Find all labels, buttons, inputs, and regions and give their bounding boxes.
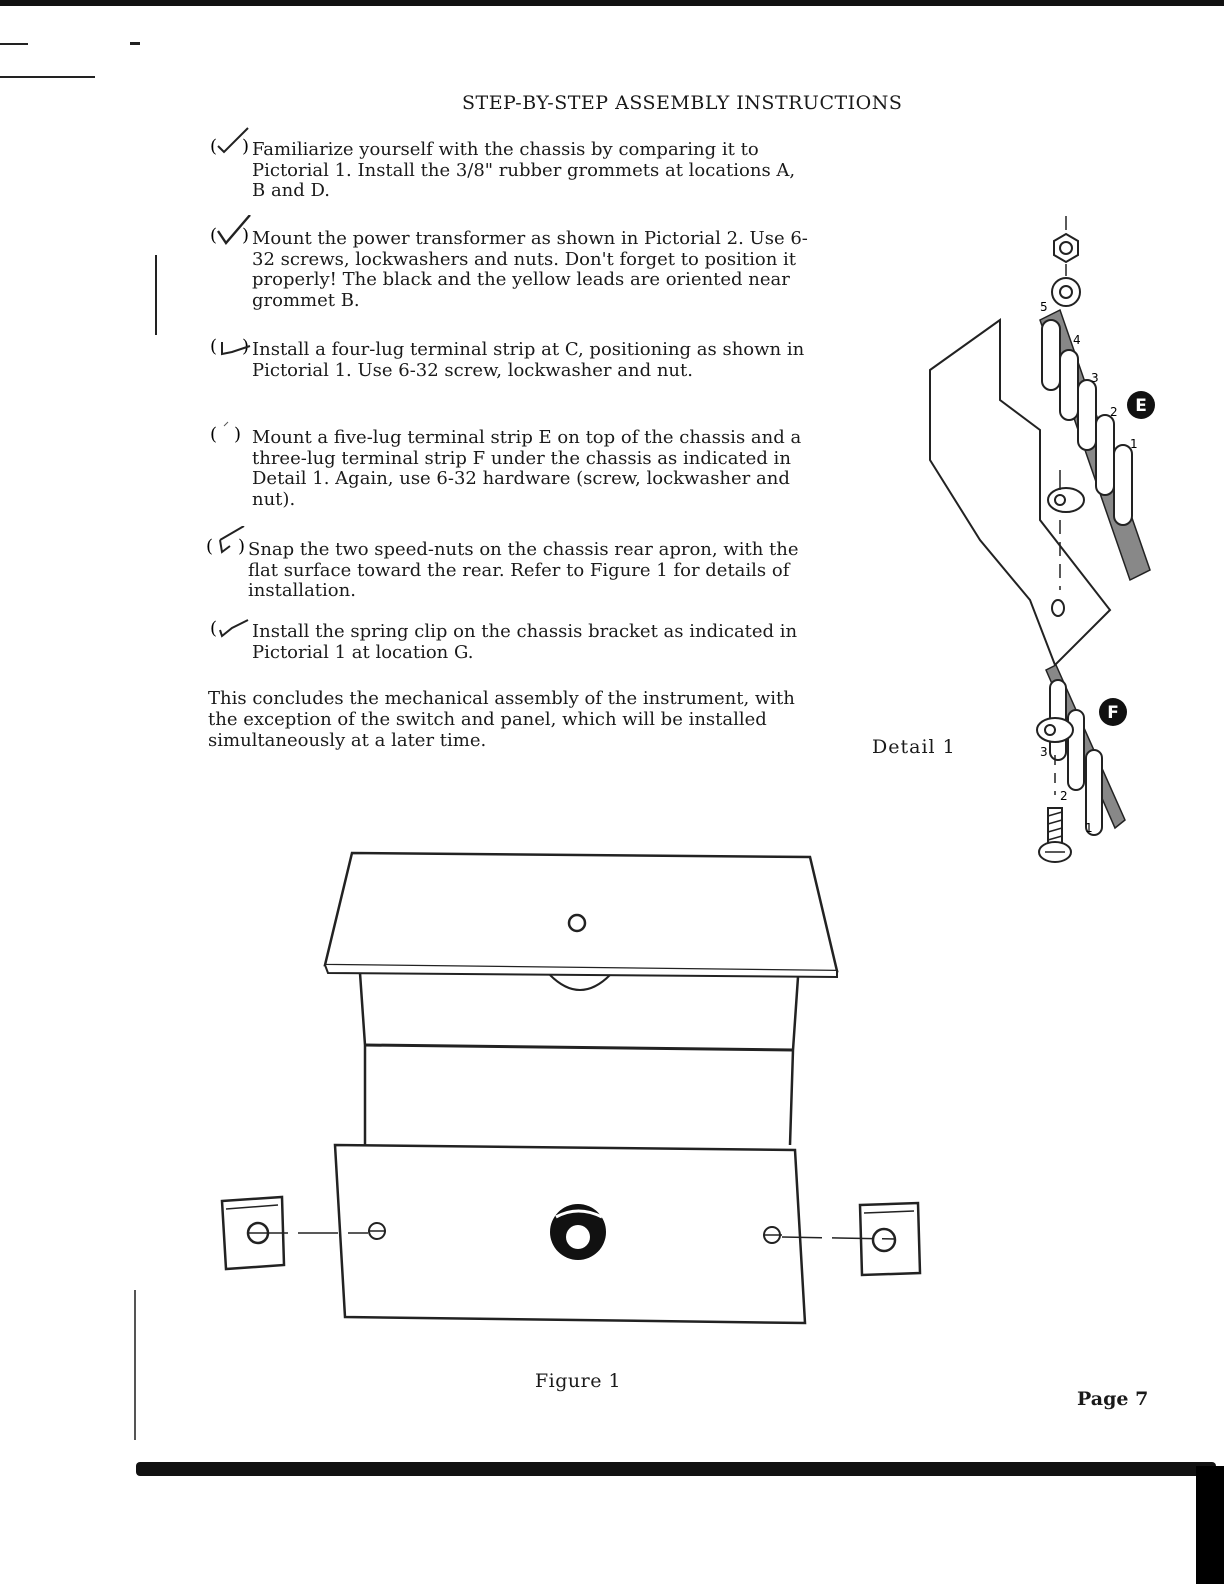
margin-mark bbox=[0, 43, 28, 45]
lug-label: 2 bbox=[1060, 789, 1068, 803]
svg-text:(: ( bbox=[210, 136, 218, 157]
figure-label: Figure 1 bbox=[535, 1370, 622, 1392]
svg-text:(: ( bbox=[210, 424, 218, 445]
margin-mark bbox=[134, 1290, 136, 1440]
margin-mark bbox=[155, 255, 157, 335]
svg-text:(: ( bbox=[210, 618, 218, 639]
step-2 bbox=[208, 225, 808, 311]
svg-text:(: ( bbox=[206, 536, 214, 557]
step-3 bbox=[208, 336, 808, 381]
svg-text:): ) bbox=[234, 424, 242, 445]
page-bottom-edge bbox=[136, 1462, 1216, 1476]
step-1 bbox=[208, 136, 808, 202]
step-4 bbox=[208, 424, 808, 510]
svg-text:): ) bbox=[238, 536, 246, 557]
figure-1-illustration bbox=[210, 845, 950, 1335]
lug-label: 5 bbox=[1040, 300, 1048, 314]
step-6 bbox=[208, 618, 808, 663]
lug-label: 3 bbox=[1091, 371, 1099, 385]
conclusion-paragraph: This concludes the mechanical assembly of the instrument, with the exception of the switch and panel, which will be installed simultaneously at a later time. bbox=[208, 688, 795, 751]
hex-nut bbox=[1054, 234, 1078, 262]
margin-mark bbox=[0, 76, 95, 78]
step-text: Mount the power transformer as shown in Pictorial 2. Use 6-32 screws, lockwashers and nuts. Don't forget to position it properly! The black and the yellow leads are oriented near grommet B. bbox=[252, 228, 808, 311]
step-text: Install a four-lug terminal strip at C, positioning as shown in Pictorial 1. Use 6-32 screw, lockwasher and nut. bbox=[252, 339, 805, 381]
detail-label: Detail 1 bbox=[872, 736, 956, 758]
svg-text:(: ( bbox=[210, 225, 218, 246]
checkmark-icon bbox=[204, 526, 248, 562]
checkmark-icon bbox=[208, 126, 252, 162]
step-text: Snap the two speed-nuts on the chassis rear apron, with the flat surface toward the rear. Refer to Figure 1 for details of installation. bbox=[248, 539, 799, 601]
page-corner-edge bbox=[1196, 1466, 1224, 1584]
margin-mark bbox=[130, 42, 140, 45]
page-header: STEP-BY-STEP ASSEMBLY INSTRUCTIONS bbox=[462, 92, 903, 114]
step-text: Mount a five-lug terminal strip E on top of the chassis and a three-lug terminal strip F under the chassis as indicated in Detail 1. Again, use 6-32 hardware (screw, lockwasher and nut). bbox=[252, 427, 802, 510]
page-number: Page 7 bbox=[1077, 1388, 1149, 1410]
page-top-edge bbox=[0, 0, 1224, 6]
svg-text:): ) bbox=[242, 225, 250, 246]
lug-label: 3 bbox=[1040, 745, 1048, 759]
svg-text:): ) bbox=[242, 136, 250, 157]
lug-label: 2 bbox=[1110, 405, 1118, 419]
checkbox-icon bbox=[208, 414, 252, 450]
lug-label: 1 bbox=[1085, 821, 1093, 835]
checkmark-icon bbox=[208, 326, 252, 362]
step-5 bbox=[204, 536, 804, 602]
lockwasher bbox=[1052, 278, 1080, 306]
svg-text:): ) bbox=[242, 336, 250, 357]
svg-text:E: E bbox=[1135, 396, 1147, 416]
svg-text:(: ( bbox=[210, 336, 218, 357]
checkmark-icon bbox=[208, 608, 252, 644]
lug-label: 1 bbox=[1130, 437, 1138, 451]
lug-label: 4 bbox=[1073, 333, 1081, 347]
svg-text:F: F bbox=[1107, 703, 1119, 723]
step-text: Install the spring clip on the chassis bracket as indicated in Pictorial 1 at location G. bbox=[252, 621, 798, 663]
step-text: Familiarize yourself with the chassis by comparing it to Pictorial 1. Install the 3/8" rubber grommets at locations A, B and D. bbox=[252, 139, 796, 201]
checkmark-icon bbox=[208, 215, 252, 251]
screw bbox=[1039, 808, 1071, 862]
detail-1-illustration bbox=[900, 210, 1190, 890]
chassis-bracket bbox=[930, 320, 1110, 665]
